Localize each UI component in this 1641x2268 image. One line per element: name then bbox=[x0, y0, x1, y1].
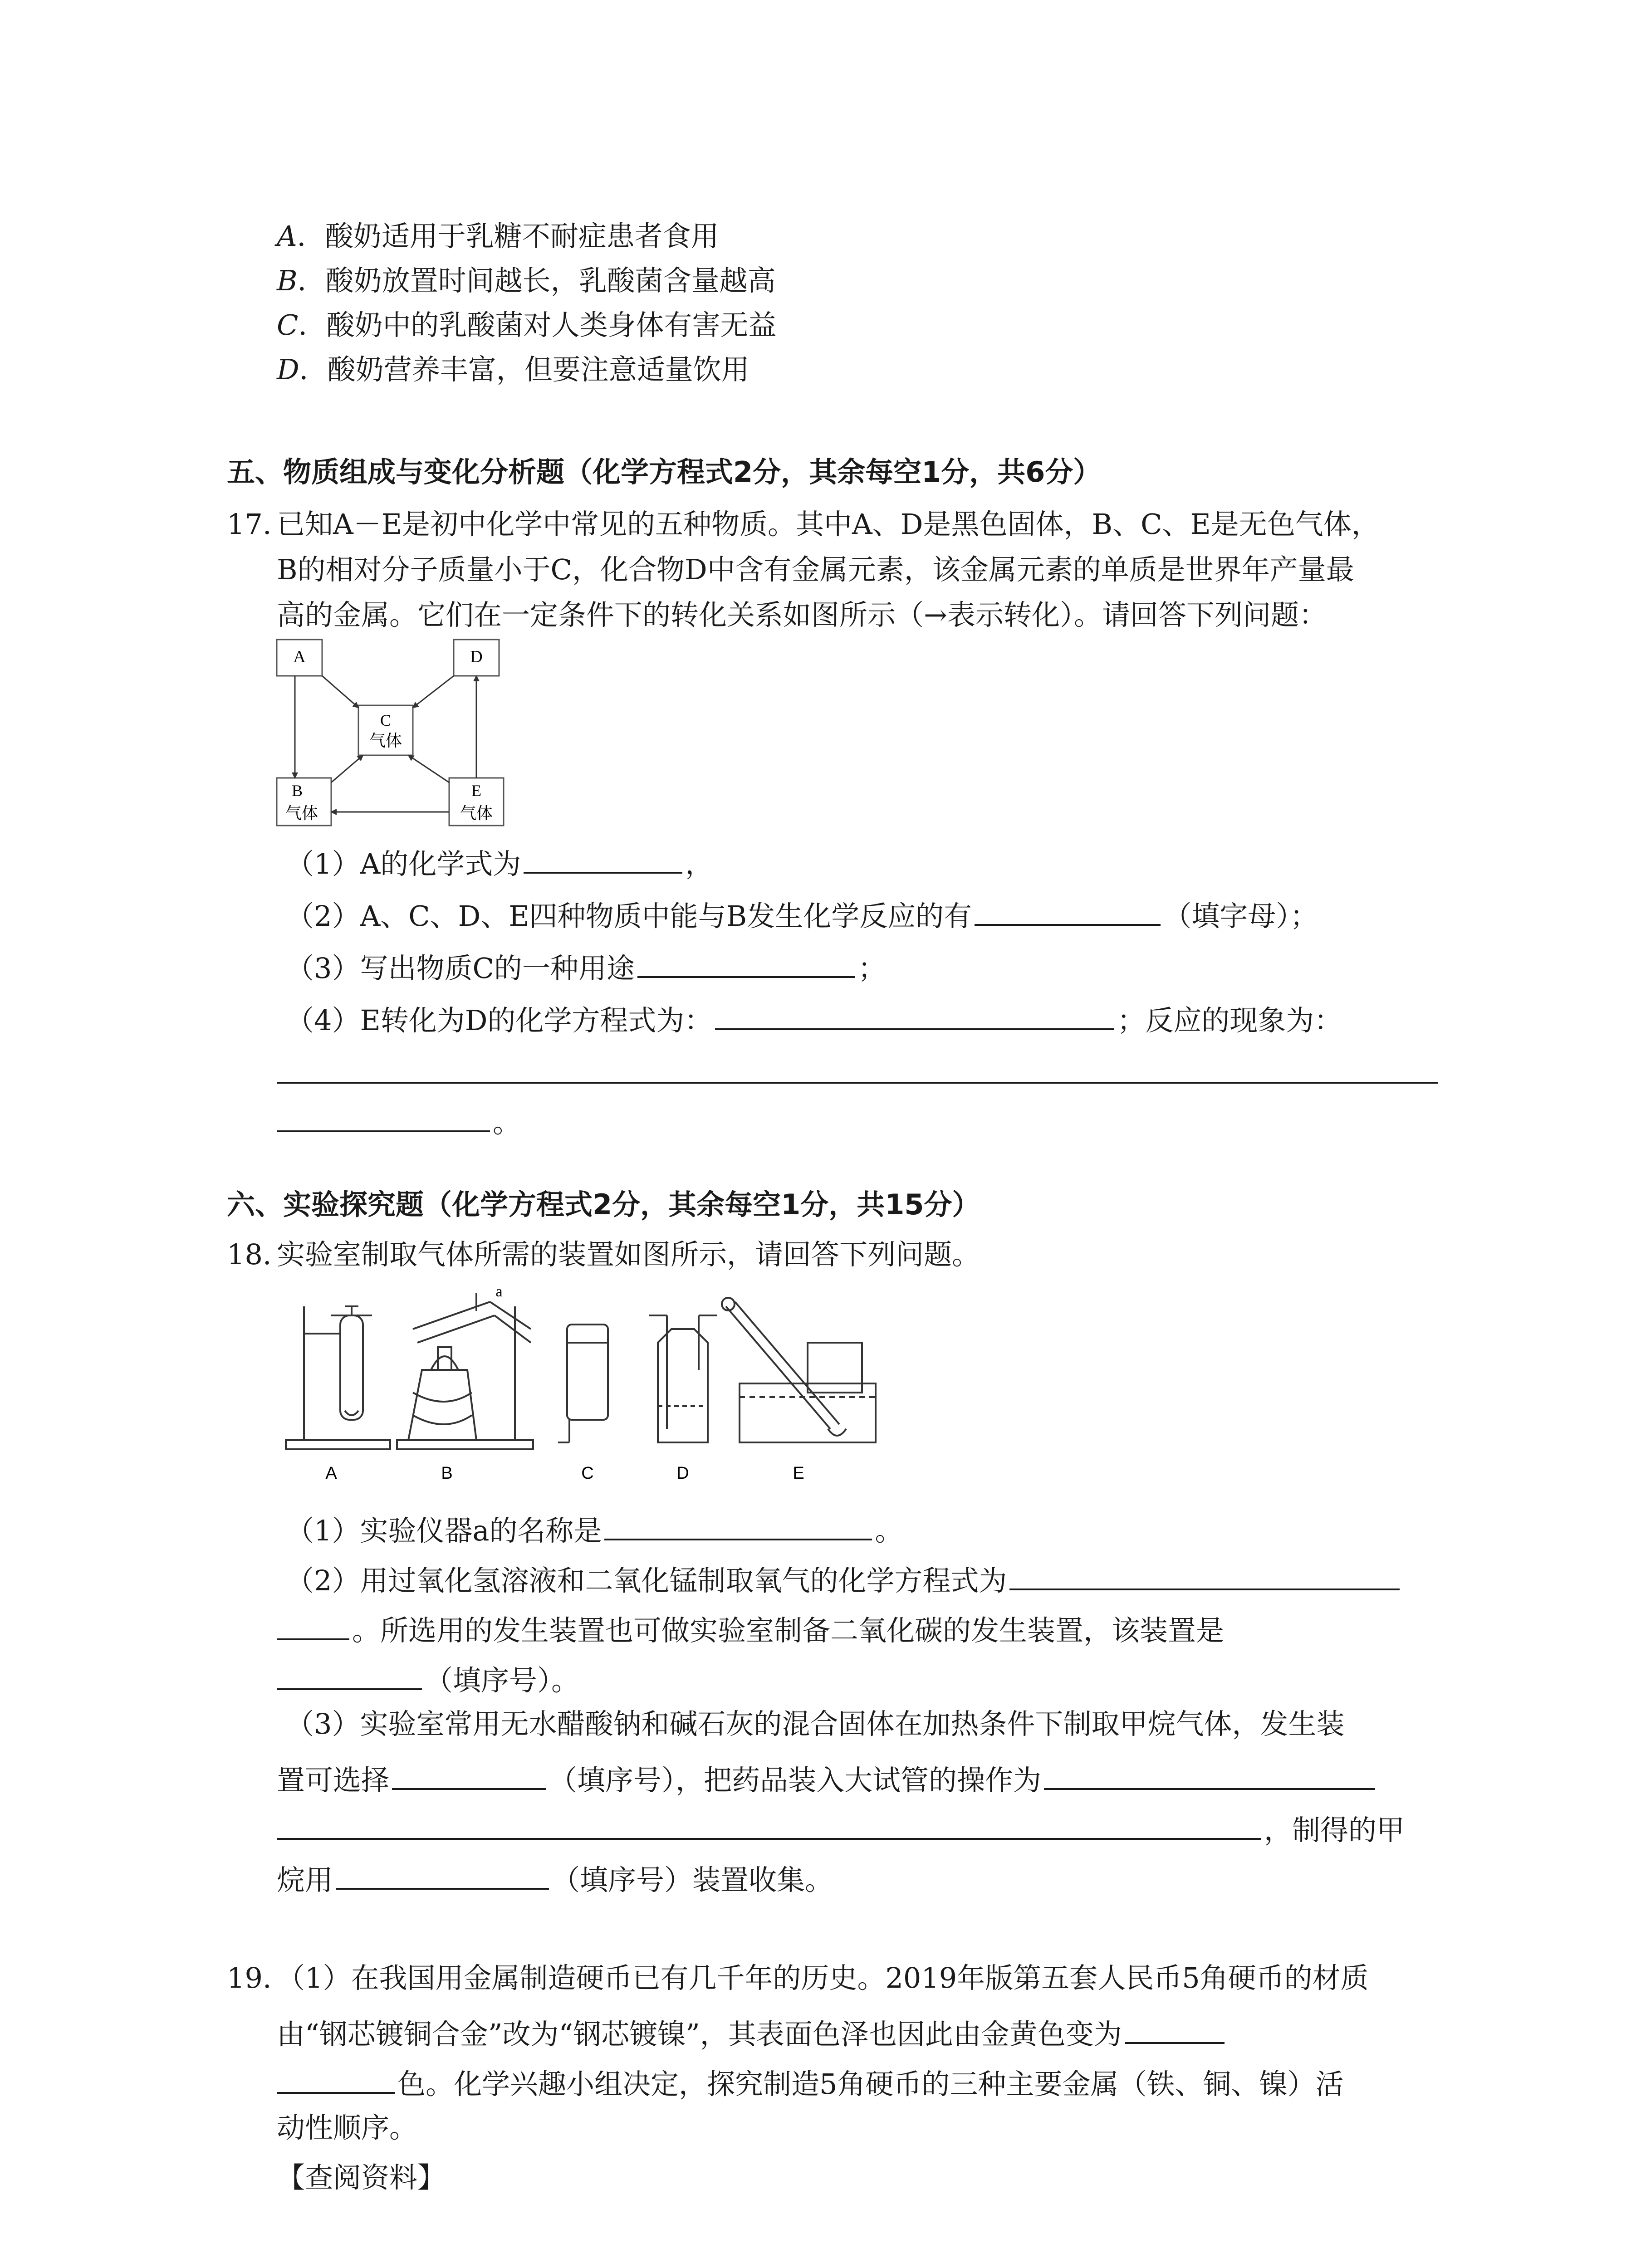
arrow-a-to-c bbox=[322, 676, 358, 708]
q17-s4-final-blank bbox=[277, 1102, 490, 1132]
q18-s2: （2）用过氧化氢溶液和二氧化锰制取氧气的化学方程式为 bbox=[286, 1560, 1402, 1595]
q18-s2-line2: 。所选用的发生装置也可做实验室制备二氧化碳的发生装置，该装置是 bbox=[277, 1610, 1224, 1645]
q17-s4-blank bbox=[715, 1000, 1114, 1030]
apparatus-a-label: A bbox=[325, 1464, 337, 1483]
q17-number: 17. bbox=[227, 508, 272, 541]
q18-stem: 实验室制取气体所需的装置如图所示，请回答下列问题。 bbox=[277, 1238, 980, 1271]
q18-s1-blank bbox=[604, 1510, 872, 1540]
q18-number: 18. bbox=[227, 1238, 272, 1271]
q18-s2-blank2 bbox=[277, 1610, 349, 1640]
section6-title: 六、实验探究题（化学方程式2分，其余每空1分，共15分） bbox=[227, 1188, 980, 1221]
q18-s3-line2: 置可选择 （填序号），把药品装入大试管的操作为 bbox=[277, 1760, 1378, 1794]
box-e-letter: E bbox=[471, 782, 481, 800]
box-a-label: A bbox=[293, 647, 306, 666]
q17-s2: （2）A、C、D、E四种物质中能与B发生化学反应的有 （填字母）； bbox=[286, 896, 1318, 930]
apparatus-e-label: E bbox=[793, 1464, 804, 1483]
q16-option-c: C．酸奶中的乳酸菌对人类身体有害无益 bbox=[277, 308, 777, 342]
q18-s3-line3: ，制得的甲 bbox=[277, 1810, 1405, 1844]
q19-blank1 bbox=[1125, 2014, 1225, 2044]
q17-stem-line2: B的相对分子质量小于C，化合物D中含有金属元素，该金属元素的单质是世界年产量最 bbox=[277, 553, 1354, 586]
section5-title: 五、物质组成与变化分析题（化学方程式2分，其余每空1分，共6分） bbox=[227, 455, 1102, 489]
q17-s3-blank bbox=[637, 948, 855, 978]
q19-line4: 动性顺序。 bbox=[277, 2111, 418, 2144]
q18-s3-blank3 bbox=[277, 1810, 1261, 1840]
q18-s2-blank3 bbox=[277, 1660, 422, 1690]
box-c-letter: C bbox=[380, 711, 392, 729]
q17-s2-blank bbox=[975, 896, 1161, 926]
q18-s3-line4: 烷用 （填序号）装置收集。 bbox=[277, 1860, 833, 1894]
apparatus-c bbox=[558, 1325, 608, 1442]
apparatus-d-label: D bbox=[676, 1464, 689, 1483]
apparatus-c-label: C bbox=[581, 1464, 594, 1483]
q18-s2-blank bbox=[1009, 1560, 1400, 1590]
box-b-gas: 气体 bbox=[285, 804, 318, 823]
q16-option-b: B．酸奶放置时间越长，乳酸菌含量越高 bbox=[277, 264, 776, 297]
box-e-gas: 气体 bbox=[460, 804, 493, 823]
apparatus-d bbox=[649, 1315, 717, 1442]
apparatus-e bbox=[722, 1298, 876, 1442]
q18-s3-blank2 bbox=[1044, 1760, 1375, 1790]
q17-s4-final: 。 bbox=[277, 1102, 521, 1137]
q18-s3-blank1 bbox=[392, 1760, 546, 1790]
arrow-e-to-c bbox=[408, 755, 449, 782]
q17-stem-line1: 已知A－E是初中化学中常见的五种物质。其中A、D是黑色固体，B、C、E是无色气体， bbox=[277, 508, 1380, 541]
q18-s2-line3: （填序号）。 bbox=[277, 1660, 579, 1695]
q17-s1: （1）A的化学式为 ， bbox=[286, 844, 713, 878]
q19-number: 19. bbox=[227, 1961, 272, 1994]
q19-blank2 bbox=[277, 2064, 395, 2094]
q18-s3: （3）实验室常用无水醋酸钠和碱石灰的混合固体在加热条件下制取甲烷气体，发生装 bbox=[286, 1707, 1345, 1740]
q18-apparatus-figure bbox=[277, 1279, 912, 1497]
arrow-d-to-c bbox=[413, 676, 454, 708]
q19-line2: 由“钢芯镀铜合金”改为“钢芯镀镍”，其表面色泽也因此由金黄色变为 bbox=[277, 2014, 1227, 2048]
q17-s3: （3）写出物质C的一种用途 ； bbox=[286, 948, 886, 982]
q19-line1: （1）在我国用金属制造硬币已有几千年的历史。2019年版第五套人民币5角硬币的材质 bbox=[277, 1961, 1369, 1994]
arrow-b-to-c bbox=[331, 755, 363, 782]
q17-s4-answer-line bbox=[277, 1082, 1438, 1084]
apparatus-a bbox=[286, 1306, 390, 1449]
q16-option-d: D．酸奶营养丰富，但要注意适量饮用 bbox=[277, 353, 749, 386]
box-b-letter: B bbox=[291, 782, 303, 800]
q17-stem-line3: 高的金属。它们在一定条件下的转化关系如图所示（→表示转化）。请回答下列问题： bbox=[277, 598, 1327, 631]
box-d-label: D bbox=[470, 647, 483, 666]
q18-s3-blank4 bbox=[336, 1860, 549, 1890]
q17-conversion-diagram bbox=[272, 635, 508, 830]
q17-s1-blank bbox=[524, 844, 682, 874]
apparatus-b-label: B bbox=[441, 1464, 453, 1483]
q18-s1: （1）实验仪器a的名称是 。 bbox=[286, 1510, 903, 1545]
q19-line5: 【查阅资料】 bbox=[277, 2161, 446, 2194]
apparatus-b bbox=[397, 1293, 533, 1449]
q17-s4: （4）E转化为D的化学方程式为： ；反应的现象为： bbox=[286, 1000, 1342, 1035]
q19-line3: 色。化学兴趣小组决定，探究制造5角硬币的三种主要金属（铁、铜、镍）活 bbox=[277, 2064, 1343, 2098]
q16-option-a: A．酸奶适用于乳糖不耐症患者食用 bbox=[277, 220, 719, 253]
apparatus-a-pointer-label: a bbox=[495, 1283, 503, 1300]
box-c-gas: 气体 bbox=[369, 732, 402, 750]
